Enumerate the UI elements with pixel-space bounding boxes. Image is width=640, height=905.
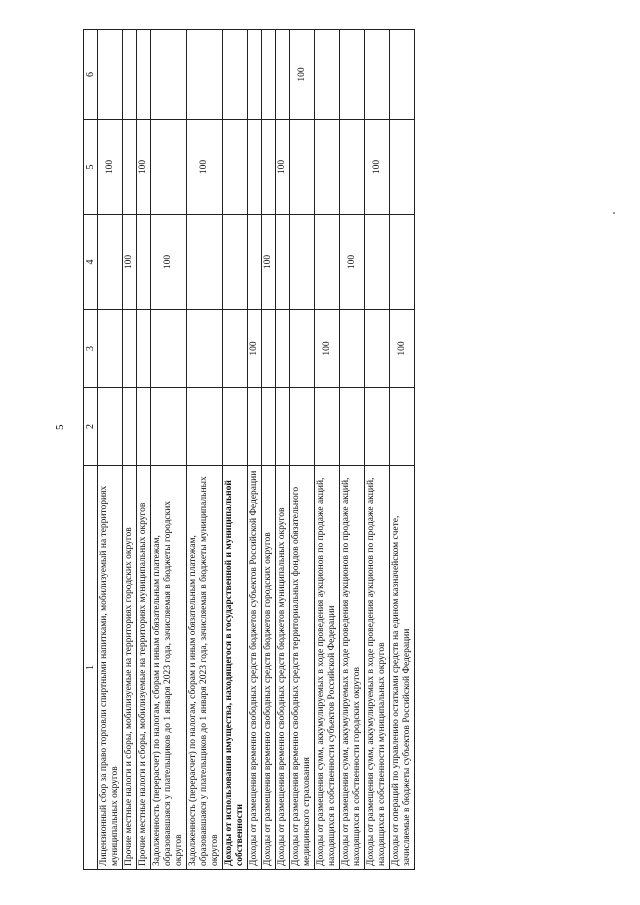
empty-cell (365, 215, 390, 310)
empty-cell (365, 388, 390, 466)
percent-value: 100 (290, 30, 315, 120)
empty-cell (187, 30, 223, 120)
empty-cell (248, 120, 262, 215)
empty-cell (315, 388, 340, 466)
percent-value: 100 (248, 310, 262, 388)
table-row (276, 30, 290, 870)
empty-cell (340, 30, 365, 120)
empty-cell (151, 388, 187, 466)
empty-cell (223, 215, 248, 310)
revenue-description: Доходы от размещения временно свободных средств бюджетов субъектов Российской Федерации (248, 466, 262, 870)
revenue-description: Прочие местные налоги и сборы, мобилизуемые на территориях муниципальных округов (137, 466, 151, 870)
empty-cell (390, 30, 415, 120)
percent-value: 100 (276, 120, 290, 215)
empty-cell (98, 30, 123, 120)
empty-cell (187, 388, 223, 466)
revenue-description: Задолженность (перерасчет) по налогам, сборам и иным обязательным платежам, образовавшаяся у плательщиков до 1 января 2023 года, зачисляемая в бюджеты муниципальных округов (187, 466, 223, 870)
empty-cell (315, 30, 340, 120)
empty-cell (315, 215, 340, 310)
empty-cell (223, 388, 248, 466)
empty-cell (98, 215, 123, 310)
empty-cell (248, 215, 262, 310)
table-row (340, 30, 365, 870)
empty-cell (151, 120, 187, 215)
column-header: 3 (84, 310, 98, 388)
empty-cell (248, 388, 262, 466)
empty-cell (290, 310, 315, 388)
percent-value: 100 (187, 120, 223, 215)
empty-cell (365, 310, 390, 388)
page-number: 5 (54, 424, 66, 430)
empty-cell (123, 388, 137, 466)
revenue-description: Доходы от размещения сумм, аккумулируемых в ходе проведения аукционов по продаже акций, находящихся в собственности городских округов (340, 466, 365, 870)
empty-cell (137, 30, 151, 120)
column-header: 1 (84, 466, 98, 870)
revenue-description: Доходы от размещения сумм, аккумулируемых в ходе проведения аукционов по продаже акций, находящихся в собственности субъектов Российской Федерации (315, 466, 340, 870)
empty-cell (123, 310, 137, 388)
revenue-description: Доходы от размещения временно свободных средств бюджетов муниципальных округов (276, 466, 290, 870)
table-row (365, 30, 390, 870)
revenue-description: Доходы от размещения временно свободных средств бюджетов городских округов (262, 466, 276, 870)
empty-cell (262, 388, 276, 466)
empty-cell (223, 30, 248, 120)
revenue-description: Прочие местные налоги и сборы, мобилизуемые на территориях городских округов (123, 466, 137, 870)
table-row (123, 30, 137, 870)
empty-cell (98, 388, 123, 466)
empty-cell (315, 120, 340, 215)
column-header: 5 (84, 120, 98, 215)
empty-cell (262, 310, 276, 388)
empty-cell (390, 388, 415, 466)
table-row (262, 30, 276, 870)
percent-value: 100 (390, 310, 415, 388)
empty-cell (340, 120, 365, 215)
table-row (223, 30, 248, 870)
revenue-description: Доходы от операций по управлению остатками средств на едином казначейском счете, зачисляемые в бюджеты субъектов Российской Федерации (390, 466, 415, 870)
table-row (137, 30, 151, 870)
empty-cell (137, 388, 151, 466)
empty-cell (137, 215, 151, 310)
table-row (187, 30, 223, 870)
empty-cell (365, 30, 390, 120)
percent-value: 100 (315, 310, 340, 388)
column-header: 6 (84, 30, 98, 120)
table-row (98, 30, 123, 870)
percent-value: 100 (98, 120, 123, 215)
percent-value: 100 (262, 215, 276, 310)
empty-cell (276, 30, 290, 120)
table-row (315, 30, 340, 870)
revenue-description: Задолженность (перерасчет) по налогам, сборам и иным обязательным платежам, образовавшаяся у плательщиков до 1 января 2023 года, зачисляемая в бюджеты городских округов (151, 466, 187, 870)
revenue-table-rotated (83, 30, 533, 870)
empty-cell (276, 388, 290, 466)
table-row (151, 30, 187, 870)
table-row (248, 30, 262, 870)
empty-cell (137, 310, 151, 388)
empty-cell (276, 215, 290, 310)
percent-value: 100 (123, 215, 137, 310)
header-row (84, 30, 98, 870)
revenue-distribution-table (83, 29, 415, 870)
revenue-description: Доходы от размещения временно свободных средств территориальных фондов обязательного медицинского страхования (290, 466, 315, 870)
revenue-description: Лицензионный сбор за право торговли спиртными напитками, мобилизуемый на территориях муниципальных округов (98, 466, 123, 870)
empty-cell (123, 120, 137, 215)
empty-cell (290, 120, 315, 215)
table-row (290, 30, 315, 870)
table-row (390, 30, 415, 870)
empty-cell (262, 30, 276, 120)
empty-cell (290, 388, 315, 466)
percent-value: 100 (365, 120, 390, 215)
column-header: 2 (84, 388, 98, 466)
empty-cell (262, 120, 276, 215)
empty-cell (98, 310, 123, 388)
percent-value: 100 (137, 120, 151, 215)
empty-cell (340, 310, 365, 388)
revenue-description: Доходы от использования имущества, находящегося в государственной и муниципальной собственности (223, 466, 248, 870)
percent-value: 100 (340, 215, 365, 310)
empty-cell (390, 120, 415, 215)
revenue-description: Доходы от размещения сумм, аккумулируемых в ходе проведения аукционов по продаже акций, находящихся в собственности муниципальных округов (365, 466, 390, 870)
column-header: 4 (84, 215, 98, 310)
empty-cell (248, 30, 262, 120)
empty-cell (340, 388, 365, 466)
empty-cell (123, 30, 137, 120)
empty-cell (151, 30, 187, 120)
empty-cell (187, 215, 223, 310)
empty-cell (223, 310, 248, 388)
empty-cell (276, 310, 290, 388)
empty-cell (187, 310, 223, 388)
empty-cell (151, 310, 187, 388)
empty-cell (223, 120, 248, 215)
percent-value: 100 (151, 215, 187, 310)
empty-cell (390, 215, 415, 310)
empty-cell (290, 215, 315, 310)
scan-speck (613, 212, 615, 214)
